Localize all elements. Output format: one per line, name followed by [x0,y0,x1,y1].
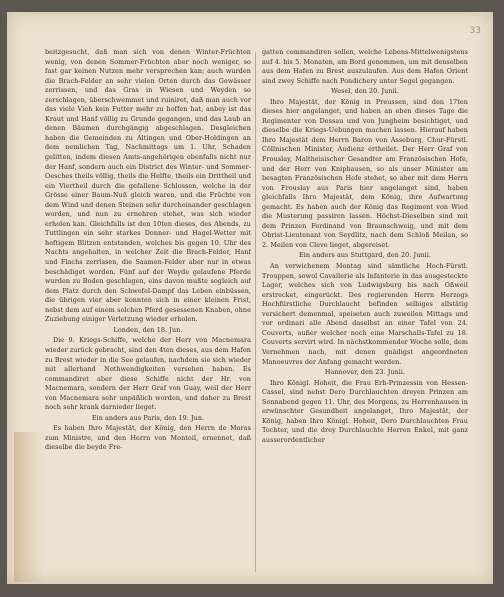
left-column [45,48,251,578]
article-paragraph: Ihro Königl. Hoheit, die Frau Erb-Prinzessin von Hessen-Cassel, sind nebst Dero Durchlauchten dreyen Prinzen am Sonnabend gegen 11. Uhr, des Morgens, zu Herrenhausen in erwünschter Gesundheit angelanget, Ihro Majestät, der König, haben Ihro Königl. Hoheit, Dero Durchlauchten Frau Tochter, und die drey Durchlauchte Herren Enkel, mit ganz ausserordentlicher [262,378,468,444]
dateline-paris: Ein anders aus Paris, den 19. Jun. [91,413,205,422]
article-paragraph: Es haben Ihro Majestät, der König, den Herrn de Moras zum Ministre, und den Herrn von Montoil, ernennet, daß dieselbe die beyde Fre- [45,424,251,452]
article-paragraph: Die 9. Kriegs-Schiffe, welche der Herr von Macnemara wieder zurück gebracht, sind den 4ten dieses, aus dem Hafen zu Brest wieder in die See gelaufen, nachdem sie sich wieder mit allerhand Nothwendigkeiten versehen haben. Es commandiret aber diese Schiffe nicht der Hr. von Macnemara, sondern der Herr Graf von Guay, weil der Herr von Macnemara sehr unpäßlich worden, und daher zu Brest noch sehr krank darnieder lieget. [45,336,251,412]
right-column [262,48,468,578]
dateline-hannover: Hannover, den 23. Junii. [324,368,406,377]
article-paragraph: Ihro Majestät, der König in Preussen, sind den 17ten dieses hier angelanget, und haben an eben dieses Tage die Regimenter von Dessau und von Jungheim besichtiget, und dieselbe die Kriegs-Uebungen machen lassen. Hierauf haben Ihro Majestät dem Herrn Baron von Asseburg, Chur-Fürstl. Cöllnischen Minister, Audienz ertheilet. Der Herr Graf von Frouslay, Maltheisischer Gesandter am Französischen Hofe, und der Herr von Kniphausen, so als unser Minister am besagten Französischen Hofe stehet, so aber mit dem Herrn von Frouslay aus Paris hier angelanget sind, haben gleichfalls Ihro Majestät, dem König, ihre Aufwartung gemacht. Es haben auch der König das Regiment von Wied die Musterung passiren lassen. Höchst-Dieselben sind mit dem Prinzen Ferdinand von Braunschweig, und mit dem Obrist-Lieutenant von Seydlitz, nach dem Schloß Meilan, so 2. Meilen von Cleve lieget, abgereiset. [262,97,468,249]
dateline-wesel: Wesel, den 20. Junii. [331,87,399,96]
page-number: 33 [469,26,481,36]
dateline-london: Londen, den 18. Jun. [113,325,183,334]
column-divider [255,52,256,572]
paper-stain [14,432,44,582]
article-paragraph: gatten commandiren sollen, welche Lebens-Mittelwenigstens auf 4. bis 5. Monaten, am Bord genommen, um mit denselben aus dem Hafen zu Brest auszulaufen. Aus dem Hafen Orient sind zwey Schiffe nach Pondichery unter Segel gegangen. [262,48,468,85]
article-paragraph: An verwichenem Montag sind sämtliche Hoch-Fürstl. Trouppen, sowol Cavallerie als Infanterie in das ausgesteckte Lager, welches sich von Ludwigsburg bis nach Oßweil erstrecket, eingerückt. Des regierenden Herrn Herzogs Hochfürstliche Durchlaucht befinden selbiges allstätig versichert demenmal, speiseten auch zuweilen Mittags und vor ordinari alle Abend daselbst an einer Tafel von 24. Couverts, außer welcher noch eine Marschalls-Tafel zu 18. Couverts servirt wird. In nächstkommender Woche solle, dem Vernehmen nach, mit denen gnädigst angeordneten Manoeuvres der Anfang gemacht werden. [262,262,468,366]
dateline-stuttgard: Ein anders aus Stuttgard, den 20. Junii. [299,251,431,260]
article-paragraph: beitzgesucht, daß man sich von denen Winter-Früchten wenig, von denen Sommer-Früchten aber noch weniger, so fast gar keinen Nutzen mehr versprechen kan; auch wurden die Brach-Felder an sehr vielen Orten durch das Gewässer zerrissen, und das Gras in Wiesen und Weyden so zerschlagen, überschwemmet und ruiniret, daß man auch vor das viele Vieh kein Futter mehr zu hoffen hat, anbey ist das Kraut und Hanf völlig zu Grunde gegangen, und das Laub an denen Bäumen durchgängig abgeschlagen. Desgleichen haben die Gemeinden zu Altingen und Ober-Holdingen an dem nemlichen Tag, Nachmittags um 1. Uhr, Schaden gelitten, indem diesen Amts-angehörigen ebenfalls nicht nur der Hanf, sondern auch ein District des Winter- und Sommer-Oesches theils völlig, theils die Helfte, theils ein Drittheil und ein Viertheil durch die gefallene Schlossen, welche in der Grösse einer Baum-Nuß gleich waren, und die Früchte von dem Wind und denen Steinen sehr durcheinander geschlagen worden, und nun zu ernehren stehet, was sich wieder erholen kan. Gleichfalls ist den 10ten dieses, des Abends, zu Tuttlingen ein sehr starkes Donner- und Hagel-Wetter mit heftigem Blitzen entstanden, welches bis gegen 10. Uhr des Nachts angehalten, in welcher Zeit die Brach-Felder, Hanf und Flachs zerrissen, die Saamen-Felder aber nur in etwas beschädiget worden. Fünf auf der Weyde gelaufene Pferde wurden zu Boden geschlagen, eins davon mußte sogleich auf dem Platz durch den Schwefel-Dampf das Leben einbüssen, die übrigen vier aber konnten sich in einer kleinen Frist, nebst dem auf einem solchen Pferd gesessenen Knaben, ohne Zuziehung einiger Verletzung wieder erholen. [45,48,251,324]
newspaper-page [7,12,493,584]
